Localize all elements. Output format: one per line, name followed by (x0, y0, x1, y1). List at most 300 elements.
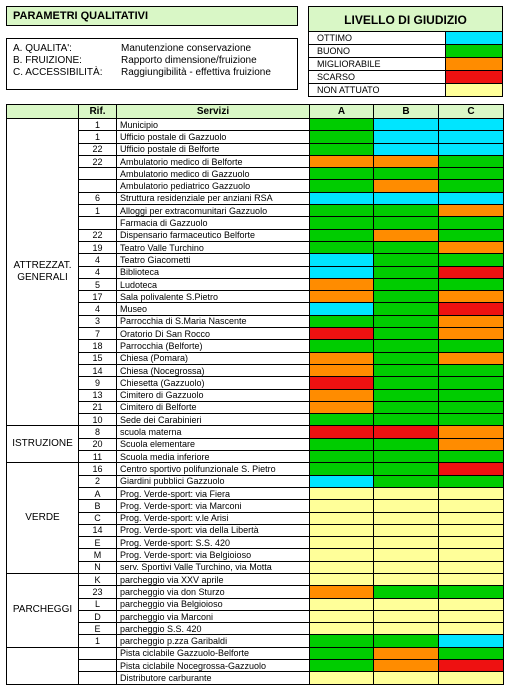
rating-cell-b (374, 254, 439, 266)
rating-cell-a (310, 131, 374, 143)
rating-cell-a (310, 192, 374, 204)
rif-cell: 21 (79, 401, 117, 413)
table-row (7, 389, 504, 401)
rating-cell-c (439, 364, 504, 376)
rating-cell-c (439, 168, 504, 180)
rating-cell-b (374, 524, 439, 536)
rating-cell-c (439, 647, 504, 659)
table-row (7, 487, 504, 499)
rating-cell-b (374, 315, 439, 327)
table-row (7, 254, 504, 266)
rating-cell-c (439, 512, 504, 524)
criterion-b: B. FRUIZIONE: Rapporto dimensione/fruizione (13, 55, 257, 66)
rif-cell: 10 (79, 414, 117, 426)
rif-cell: 11 (79, 451, 117, 463)
rif-cell: B (79, 500, 117, 512)
rating-cell-c (439, 463, 504, 475)
rif-cell (79, 672, 117, 684)
rif-cell: 23 (79, 586, 117, 598)
rating-cell-c (439, 635, 504, 647)
service-cell: Ambulatorio medico di Belforte (117, 155, 310, 167)
rating-cell-c (439, 414, 504, 426)
legend-row (309, 70, 502, 83)
rif-cell: 1 (79, 205, 117, 217)
header-b: B (374, 105, 439, 119)
service-cell: Prog. Verde-sport: via Fiera (117, 487, 310, 499)
rating-cell-a (310, 414, 374, 426)
rif-cell: 4 (79, 303, 117, 315)
table-row (7, 119, 504, 131)
legend-label: MIGLIORABILE (309, 58, 446, 70)
rating-cell-a (310, 610, 374, 622)
rating-cell-c (439, 315, 504, 327)
rif-cell: 1 (79, 119, 117, 131)
service-cell: Struttura residenziale per anziani RSA (117, 192, 310, 204)
rating-cell-b (374, 143, 439, 155)
service-cell: parcheggio via don Sturzo (117, 586, 310, 598)
table-header-row (7, 105, 504, 119)
rif-cell: 15 (79, 352, 117, 364)
rating-cell-a (310, 155, 374, 167)
rating-cell-b (374, 549, 439, 561)
rating-cell-a (310, 364, 374, 376)
rating-cell-b (374, 598, 439, 610)
rif-cell: 5 (79, 278, 117, 290)
table-row (7, 573, 504, 585)
legend-swatch (446, 71, 502, 83)
legend-row (309, 31, 502, 44)
rating-cell-b (374, 168, 439, 180)
rif-cell: E (79, 537, 117, 549)
rating-cell-b (374, 192, 439, 204)
rif-cell: 16 (79, 463, 117, 475)
rating-cell-b (374, 180, 439, 192)
header-rif: Rif. (79, 105, 117, 119)
rating-cell-b (374, 352, 439, 364)
legend-swatch (446, 58, 502, 70)
legend (308, 31, 503, 97)
rating-cell-a (310, 672, 374, 684)
rating-cell-b (374, 155, 439, 167)
rating-cell-b (374, 500, 439, 512)
table-row (7, 155, 504, 167)
table-row (7, 241, 504, 253)
rating-cell-b (374, 475, 439, 487)
rating-cell-a (310, 401, 374, 413)
rating-cell-b (374, 463, 439, 475)
rif-cell (79, 660, 117, 672)
rating-cell-b (374, 377, 439, 389)
rating-cell-c (439, 438, 504, 450)
rif-cell: 4 (79, 254, 117, 266)
rating-cell-a (310, 229, 374, 241)
rating-cell-c (439, 561, 504, 573)
service-cell: Prog. Verde-sport: via Belgioioso (117, 549, 310, 561)
rating-cell-a (310, 266, 374, 278)
rif-cell: C (79, 512, 117, 524)
rating-cell-b (374, 328, 439, 340)
rating-cell-a (310, 205, 374, 217)
rating-cell-c (439, 389, 504, 401)
service-cell: parcheggio p.zza Garibaldi (117, 635, 310, 647)
rating-cell-b (374, 340, 439, 352)
service-cell: Prog. Verde-sport: S.S. 420 (117, 537, 310, 549)
rating-cell-a (310, 291, 374, 303)
rating-cell-b (374, 205, 439, 217)
rating-cell-b (374, 278, 439, 290)
table-row (7, 500, 504, 512)
service-cell: Prog. Verde-sport: v.le Arisi (117, 512, 310, 524)
table-row (7, 549, 504, 561)
table-row (7, 414, 504, 426)
service-cell: Chiesa (Pomara) (117, 352, 310, 364)
rating-cell-b (374, 438, 439, 450)
header-a: A (310, 105, 374, 119)
rating-cell-a (310, 524, 374, 536)
table-row (7, 303, 504, 315)
rating-cell-c (439, 143, 504, 155)
service-cell: Museo (117, 303, 310, 315)
rating-cell-c (439, 254, 504, 266)
table-row (7, 401, 504, 413)
service-cell: scuola materna (117, 426, 310, 438)
rating-cell-b (374, 561, 439, 573)
service-cell: serv. Sportivi Valle Turchino, via Motta (117, 561, 310, 573)
header-group (7, 105, 79, 119)
rating-cell-a (310, 180, 374, 192)
rating-cell-c (439, 352, 504, 364)
legend-row (309, 57, 502, 70)
rating-cell-c (439, 598, 504, 610)
rating-cell-b (374, 537, 439, 549)
group-cell (7, 647, 79, 684)
rating-cell-a (310, 328, 374, 340)
legend-label: OTTIMO (309, 32, 446, 44)
rating-cell-b (374, 451, 439, 463)
rating-cell-a (310, 475, 374, 487)
service-cell: parcheggio via Marconi (117, 610, 310, 622)
rating-cell-a (310, 438, 374, 450)
rating-cell-b (374, 487, 439, 499)
rif-cell: 1 (79, 635, 117, 647)
group-cell: ISTRUZIONE (7, 426, 79, 463)
table-row (7, 598, 504, 610)
table-row (7, 278, 504, 290)
rating-cell-b (374, 303, 439, 315)
rating-cell-a (310, 315, 374, 327)
rating-cell-a (310, 573, 374, 585)
rating-cell-c (439, 377, 504, 389)
rating-cell-c (439, 573, 504, 585)
rif-cell: 13 (79, 389, 117, 401)
table-row (7, 266, 504, 278)
rating-cell-b (374, 573, 439, 585)
rif-cell: 14 (79, 364, 117, 376)
rif-cell: N (79, 561, 117, 573)
service-cell: Ambulatorio pediatrico Gazzuolo (117, 180, 310, 192)
table-row (7, 217, 504, 229)
table-row (7, 623, 504, 635)
legend-swatch (446, 45, 502, 57)
table-row (7, 180, 504, 192)
parametri-title: PARAMETRI QUALITATIVI (6, 6, 298, 26)
rating-cell-b (374, 414, 439, 426)
rating-cell-b (374, 241, 439, 253)
rating-cell-b (374, 364, 439, 376)
rif-cell: 4 (79, 266, 117, 278)
group-cell: ATTREZZAT. GENERALI (7, 119, 79, 426)
rating-cell-c (439, 119, 504, 131)
rating-cell-a (310, 241, 374, 253)
table-row (7, 352, 504, 364)
rif-cell: 2 (79, 475, 117, 487)
rating-cell-a (310, 586, 374, 598)
rating-cell-c (439, 278, 504, 290)
rating-cell-c (439, 451, 504, 463)
rating-cell-b (374, 647, 439, 659)
rating-cell-b (374, 610, 439, 622)
rating-cell-c (439, 180, 504, 192)
table-row (7, 561, 504, 573)
service-cell: Distributore carburante (117, 672, 310, 684)
rating-cell-a (310, 143, 374, 155)
table-row (7, 463, 504, 475)
table-row (7, 586, 504, 598)
rating-cell-b (374, 291, 439, 303)
rating-cell-b (374, 229, 439, 241)
table-row (7, 205, 504, 217)
rating-cell-c (439, 475, 504, 487)
rating-cell-c (439, 549, 504, 561)
rating-cell-a (310, 352, 374, 364)
header-c: C (439, 105, 504, 119)
rating-cell-c (439, 192, 504, 204)
rating-cell-c (439, 205, 504, 217)
rating-cell-b (374, 512, 439, 524)
service-cell: Parrocchia di S.Maria Nascente (117, 315, 310, 327)
service-cell: Biblioteca (117, 266, 310, 278)
rating-cell-a (310, 389, 374, 401)
rating-cell-a (310, 377, 374, 389)
rating-cell-a (310, 635, 374, 647)
table-body (7, 119, 504, 685)
rating-cell-c (439, 537, 504, 549)
rating-cell-b (374, 401, 439, 413)
table-row (7, 168, 504, 180)
rating-cell-c (439, 266, 504, 278)
legend-label: BUONO (309, 45, 446, 57)
rif-cell: 22 (79, 155, 117, 167)
service-cell: Teatro Giacometti (117, 254, 310, 266)
rating-cell-c (439, 672, 504, 684)
rating-cell-b (374, 672, 439, 684)
legend-row (309, 44, 502, 57)
service-cell: Parrocchia (Belforte) (117, 340, 310, 352)
rating-cell-a (310, 561, 374, 573)
rating-cell-c (439, 500, 504, 512)
rif-cell (79, 180, 117, 192)
legend-label: NON ATTUATO (309, 84, 446, 96)
rating-cell-a (310, 660, 374, 672)
table-row (7, 610, 504, 622)
rif-cell: 3 (79, 315, 117, 327)
service-cell: Oratorio Di San Rocco (117, 328, 310, 340)
rating-cell-a (310, 598, 374, 610)
service-cell: Scuola media inferiore (117, 451, 310, 463)
rating-cell-c (439, 586, 504, 598)
table-row (7, 475, 504, 487)
criterion-c: C. ACCESSIBILITÀ: Raggiungibilità - effettiva fruizione (13, 67, 271, 78)
rif-cell: 20 (79, 438, 117, 450)
rating-cell-b (374, 623, 439, 635)
table-row (7, 143, 504, 155)
service-cell: Chiesa (Nocegrossa) (117, 364, 310, 376)
service-cell: Alloggi per extracomunitari Gazzuolo (117, 205, 310, 217)
table-row (7, 660, 504, 672)
legend-swatch (446, 32, 502, 44)
table-row (7, 524, 504, 536)
rating-cell-a (310, 254, 374, 266)
table-row (7, 672, 504, 684)
rating-cell-b (374, 389, 439, 401)
service-cell: Sede dei Carabinieri (117, 414, 310, 426)
rating-cell-c (439, 623, 504, 635)
rif-cell: 17 (79, 291, 117, 303)
rating-cell-a (310, 340, 374, 352)
rating-cell-b (374, 586, 439, 598)
table-row (7, 131, 504, 143)
rating-cell-b (374, 660, 439, 672)
table-row (7, 377, 504, 389)
service-cell: Pista ciclabile Nocegrossa-Gazzuolo (117, 660, 310, 672)
rif-cell: L (79, 598, 117, 610)
rif-cell: 14 (79, 524, 117, 536)
service-cell: Ambulatorio medico di Gazzuolo (117, 168, 310, 180)
rating-cell-c (439, 340, 504, 352)
rating-cell-c (439, 131, 504, 143)
table-row (7, 451, 504, 463)
rif-cell: 18 (79, 340, 117, 352)
rating-cell-b (374, 266, 439, 278)
legend-swatch (446, 84, 502, 96)
legend-row (309, 83, 502, 96)
rif-cell (79, 647, 117, 659)
rif-cell: D (79, 610, 117, 622)
table-row (7, 192, 504, 204)
rif-cell: 8 (79, 426, 117, 438)
service-cell: Prog. Verde-sport: via della Libertà (117, 524, 310, 536)
rating-cell-a (310, 217, 374, 229)
table-row (7, 647, 504, 659)
service-cell: Giardini pubblici Gazzuolo (117, 475, 310, 487)
rating-cell-b (374, 217, 439, 229)
rating-cell-c (439, 241, 504, 253)
rating-cell-a (310, 647, 374, 659)
group-cell: VERDE (7, 463, 79, 574)
rating-cell-c (439, 291, 504, 303)
rif-cell (79, 168, 117, 180)
rif-cell: E (79, 623, 117, 635)
rating-cell-c (439, 155, 504, 167)
service-cell: parcheggio via XXV aprile (117, 573, 310, 585)
rating-cell-c (439, 328, 504, 340)
service-cell: Municipio (117, 119, 310, 131)
table-row (7, 291, 504, 303)
criteria-box (6, 38, 298, 90)
services-table (6, 104, 504, 685)
table-row (7, 340, 504, 352)
service-cell: Ufficio postale di Belforte (117, 143, 310, 155)
rif-cell (79, 217, 117, 229)
rating-cell-a (310, 463, 374, 475)
rating-cell-c (439, 524, 504, 536)
service-cell: Centro sportivo polifunzionale S. Pietro (117, 463, 310, 475)
service-cell: Ludoteca (117, 278, 310, 290)
service-cell: Chiesetta (Gazzuolo) (117, 377, 310, 389)
rif-cell: K (79, 573, 117, 585)
rating-cell-b (374, 131, 439, 143)
table-row (7, 364, 504, 376)
table-row (7, 315, 504, 327)
rating-cell-b (374, 426, 439, 438)
table-row (7, 426, 504, 438)
service-cell: parcheggio via Belgioioso (117, 598, 310, 610)
rif-cell: 22 (79, 229, 117, 241)
rating-cell-a (310, 119, 374, 131)
rating-cell-c (439, 401, 504, 413)
rif-cell: 22 (79, 143, 117, 155)
rating-cell-b (374, 635, 439, 647)
service-cell: Cimitero di Gazzuolo (117, 389, 310, 401)
rif-cell: 9 (79, 377, 117, 389)
table-row (7, 229, 504, 241)
service-cell: parcheggio S.S. 420 (117, 623, 310, 635)
rating-cell-c (439, 303, 504, 315)
legend-label: SCARSO (309, 71, 446, 83)
service-cell: Pista ciclabile Gazzuolo-Belforte (117, 647, 310, 659)
rif-cell: 19 (79, 241, 117, 253)
rating-cell-c (439, 426, 504, 438)
table-row (7, 328, 504, 340)
rating-cell-a (310, 451, 374, 463)
header-servizi: Servizi (117, 105, 310, 119)
service-cell: Dispensario farmaceutico Belforte (117, 229, 310, 241)
table-row (7, 537, 504, 549)
group-cell: PARCHEGGI (7, 573, 79, 647)
service-cell: Cimitero di Belforte (117, 401, 310, 413)
rating-cell-a (310, 549, 374, 561)
service-cell: Ufficio postale di Gazzuolo (117, 131, 310, 143)
rif-cell: 6 (79, 192, 117, 204)
table-row (7, 438, 504, 450)
table-row (7, 512, 504, 524)
rating-cell-c (439, 610, 504, 622)
rif-cell: 7 (79, 328, 117, 340)
rating-cell-c (439, 487, 504, 499)
rating-cell-a (310, 623, 374, 635)
rating-cell-a (310, 500, 374, 512)
rating-cell-c (439, 229, 504, 241)
rating-cell-a (310, 168, 374, 180)
rating-cell-a (310, 278, 374, 290)
rating-cell-c (439, 217, 504, 229)
rif-cell: 1 (79, 131, 117, 143)
table-row (7, 635, 504, 647)
rif-cell: M (79, 549, 117, 561)
service-cell: Scuola elementare (117, 438, 310, 450)
rating-cell-a (310, 487, 374, 499)
criterion-a: A. QUALITA': Manutenzione conservazione (13, 43, 252, 54)
